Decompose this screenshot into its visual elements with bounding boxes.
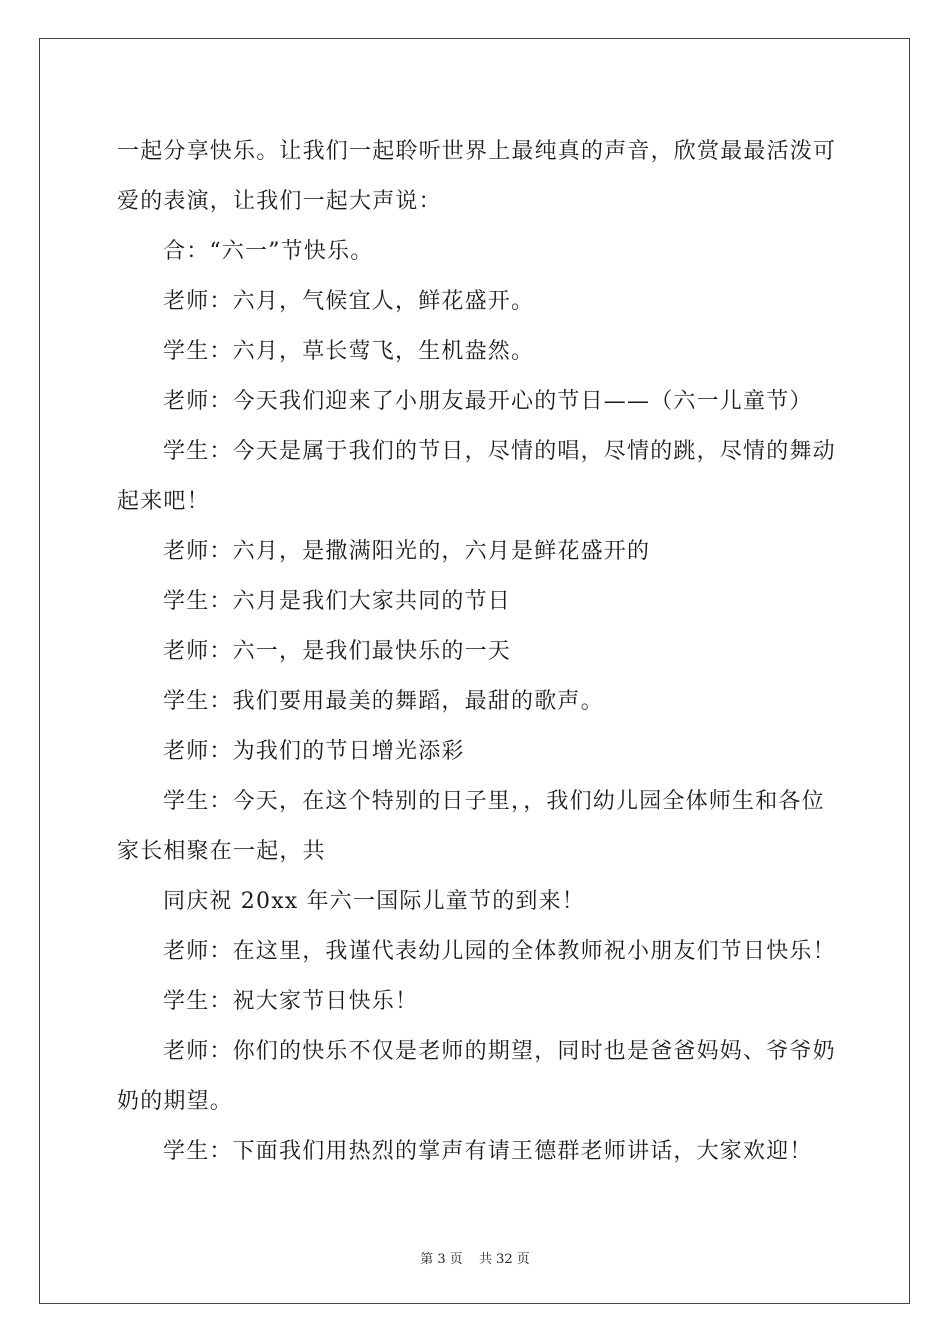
document-body: [117, 127, 837, 1177]
paragraph-9: 老师：六一，是我们最快乐的一天: [163, 639, 512, 664]
paragraph-2: 合：“六一”节快乐。: [163, 239, 374, 264]
paragraph-12: 学生：今天，在这个特别的日子里，，我们幼儿园全体师生和各位家长相聚在一起，共: [117, 789, 825, 864]
paragraph-13: 同庆祝 20xx 年六一国际儿童节的到来！: [163, 889, 585, 914]
paragraph-3: 老师：六月，气候宜人，鲜花盛开。: [163, 289, 535, 314]
page-footer: [0, 1248, 950, 1267]
paragraph-5: 老师：今天我们迎来了小朋友最开心的节日——（六一儿童节）: [163, 389, 813, 414]
paragraph-16: 老师：你们的快乐不仅是老师的期望，同时也是爸爸妈妈、爷爷奶奶的期望。: [117, 1039, 836, 1114]
paragraph-14: 老师：在这里，我谨代表幼儿园的全体教师祝小朋友们节日快乐！: [163, 939, 836, 964]
paragraph-8: 学生：六月是我们大家共同的节日: [163, 589, 512, 614]
page-total: 共 32 页: [478, 1252, 530, 1267]
paragraph-10: 学生：我们要用最美的舞蹈，最甜的歌声。: [163, 689, 604, 714]
paragraph-11: 老师：为我们的节日增光添彩: [163, 739, 465, 764]
paragraph-15: 学生：祝大家节日快乐！: [163, 989, 419, 1014]
paragraph-1: 一起分享快乐。让我们一起聆听世界上最纯真的声音，欣赏最最活泼可爱的表演，让我们一起大声说：: [117, 139, 837, 214]
paragraph-6: 学生：今天是属于我们的节日，尽情的唱，尽情的跳，尽情的舞动起来吧！: [117, 439, 836, 514]
paragraph-7: 老师：六月，是撒满阳光的，六月是鲜花盛开的: [163, 539, 651, 564]
page-number: 第 3 页: [420, 1252, 463, 1267]
paragraph-17: 学生：下面我们用热烈的掌声有请王德群老师讲话，大家欢迎！: [163, 1139, 813, 1164]
paragraph-4: 学生：六月，草长莺飞，生机盎然。: [163, 339, 535, 364]
